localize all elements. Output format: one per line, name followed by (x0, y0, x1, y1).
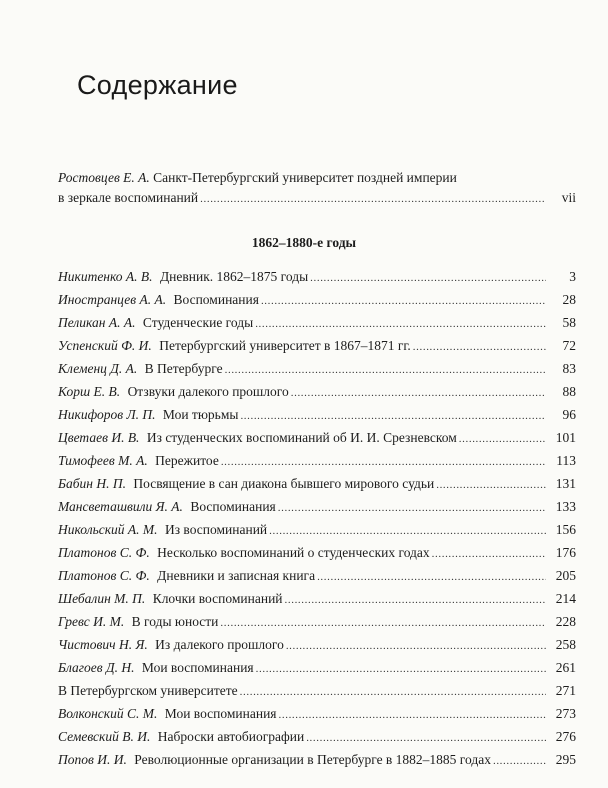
toc-entry-text (58, 453, 219, 469)
dot-leader (261, 295, 546, 307)
toc-entry-title: Воспоминания (173, 292, 259, 307)
toc-entry-author: Мансветашвили Я. А. (58, 499, 183, 514)
toc-entry-author: Гревс И. М. (58, 614, 125, 629)
toc-entry-author: Семевский В. И. (58, 729, 151, 744)
toc-entry-title: Из воспоминаний (164, 522, 268, 537)
dot-leader (413, 341, 546, 353)
dot-leader (225, 364, 546, 376)
toc-entry[interactable] (58, 476, 576, 499)
toc-entry-title: Мои тюрьмы (162, 407, 239, 422)
dot-leader (459, 433, 546, 445)
toc-entry-text (58, 430, 457, 446)
toc-entry-title: Революционные организации в Петербурге в 1882–1885 годах (134, 752, 491, 767)
toc-entry[interactable] (58, 683, 576, 706)
toc-entry-author: Никитенко А. В. (58, 269, 153, 284)
toc-entry-title: Студенческие годы (142, 315, 254, 330)
toc-entry-page: 214 (555, 591, 576, 606)
toc-entry-page: 295 (555, 752, 576, 767)
toc-entry-page: 101 (555, 430, 576, 445)
dot-leader (200, 189, 546, 209)
intro-entry-title-line1: Санкт-Петербургский университет поздней империи (153, 170, 457, 185)
toc-entry-text (58, 637, 284, 653)
dot-leader (493, 755, 546, 767)
toc-entry-text (58, 660, 254, 676)
toc-entry[interactable] (58, 292, 576, 315)
toc-entry[interactable] (58, 637, 576, 660)
toc-entry[interactable] (58, 430, 576, 453)
toc-entry[interactable] (58, 315, 576, 338)
toc-entry-author: Успенский Ф. И. (58, 338, 152, 353)
toc-entry-page: 273 (555, 706, 576, 721)
toc-entry-author: Тимофеев М. А. (58, 453, 148, 468)
toc-entry-page: 271 (555, 683, 576, 698)
toc-entry[interactable] (58, 545, 576, 568)
toc-entry-title: Мои воспоминания (164, 706, 277, 721)
toc-entry-page: 156 (555, 522, 576, 537)
toc-entry-page: 96 (562, 407, 576, 422)
toc-entry-text (58, 545, 430, 561)
toc-entry-page: 205 (555, 568, 576, 583)
intro-entry-title-line2: в зеркале воспоминаний (58, 190, 199, 205)
toc-entry-page: 72 (562, 338, 576, 353)
toc-entry-author: Пеликан А. А. (58, 315, 136, 330)
toc-entry-text (58, 361, 223, 377)
toc-entry-author: Корш Е. В. (58, 384, 121, 399)
toc-entry-author: Никольский А. М. (58, 522, 158, 537)
toc-entry-author: Никифоров Л. П. (58, 407, 156, 422)
intro-entry-author: Ростовцев Е. А. (58, 170, 150, 185)
toc-entry-text (58, 384, 289, 400)
toc-entry-text (58, 338, 411, 354)
toc-entry-title: Дневники и записная книга (157, 568, 316, 583)
toc-entry-page: 131 (555, 476, 576, 491)
toc-entry-title: Клочки воспоминаний (152, 591, 283, 606)
page-title: Содержание (77, 70, 238, 100)
toc-entry-text (58, 568, 315, 584)
toc-entry-author: Бабин Н. П. (58, 476, 126, 491)
dot-leader (278, 502, 546, 514)
toc-entry-page: 133 (555, 499, 576, 514)
dot-leader (432, 548, 546, 560)
toc-entry-title: Дневник. 1862–1875 годы (159, 269, 309, 284)
toc-entry-title: В годы юности (131, 614, 219, 629)
dot-leader (221, 456, 546, 468)
toc-entry-text (58, 292, 259, 308)
toc-entry[interactable] (58, 522, 576, 545)
toc-entry-title: Петербургский университет в 1867–1871 гг. (159, 338, 411, 353)
dot-leader (255, 318, 546, 330)
dot-leader (220, 617, 546, 629)
toc-entry-title: Пережитое (155, 453, 219, 468)
dot-leader (310, 272, 546, 284)
toc-entry-title: Мои воспоминания (141, 660, 254, 675)
toc-entry-title: Несколько воспоминаний о студенческих годах (157, 545, 430, 560)
intro-entry-page: vii (561, 190, 576, 205)
toc-entry-page: 276 (555, 729, 576, 744)
toc-entry[interactable] (58, 407, 576, 430)
toc-entry[interactable] (58, 706, 576, 729)
toc-entry-text (58, 315, 253, 331)
toc-entry-text (58, 407, 238, 423)
toc-entry-author: Клеменц Д. А. (58, 361, 138, 376)
toc-entry[interactable] (58, 752, 576, 775)
toc-entry-author: Иностранцев А. А. (58, 292, 167, 307)
toc-entry-author: Попов И. И. (58, 752, 127, 767)
toc-entry-page: 58 (562, 315, 576, 330)
toc-entry-text (58, 476, 434, 492)
toc-entry-author: Шебалин М. П. (58, 591, 146, 606)
toc-entry[interactable] (58, 338, 576, 361)
toc-entry-title: Из далекого прошлого (155, 637, 284, 652)
dot-leader (269, 525, 546, 537)
dot-leader (291, 387, 546, 399)
dot-leader (306, 732, 546, 744)
toc-entry-title: Воспоминания (190, 499, 276, 514)
toc-list (58, 269, 576, 775)
dot-leader (286, 640, 546, 652)
section-heading: 1862–1880-е годы (251, 235, 357, 250)
toc-entry-text (58, 752, 491, 768)
toc-entry[interactable] (58, 453, 576, 476)
intro-entry-line1 (58, 168, 576, 188)
toc-entry-title: Из студенческих воспоминаний об И. И. Срезневском (146, 430, 457, 445)
toc-entry-page: 176 (555, 545, 576, 560)
toc-entry[interactable] (58, 660, 576, 683)
dot-leader (240, 686, 546, 698)
intro-entry[interactable] (58, 168, 576, 208)
toc-entry[interactable] (58, 591, 576, 614)
toc-entry-text (58, 614, 218, 630)
toc-entry-author: Волконский С. М. (58, 706, 158, 721)
toc-entry-title: В Петербурге (144, 361, 223, 376)
dot-leader (436, 479, 546, 491)
toc-entry-author: Чистович Н. Я. (58, 637, 148, 652)
dot-leader (240, 410, 546, 422)
toc-entry-text (58, 269, 308, 285)
toc-entry-title: Посвящение в сан диакона бывшего мирового судьи (133, 476, 435, 491)
toc-entry[interactable] (58, 384, 576, 407)
toc-entry[interactable] (58, 361, 576, 384)
toc-entry[interactable] (58, 269, 576, 292)
toc-entry-author: Платонов С. Ф. (58, 568, 150, 583)
toc-entry-page: 3 (569, 269, 576, 284)
toc-entry-author: Платонов С. Ф. (58, 545, 150, 560)
toc-entry-title: Отзвуки далекого прошлого (127, 384, 289, 399)
toc-entry-author: Благоев Д. Н. (58, 660, 135, 675)
toc-entry-title: Наброски автобиографии (157, 729, 305, 744)
toc-entry[interactable] (58, 568, 576, 591)
dot-leader (279, 709, 546, 721)
toc-entry-text (58, 522, 267, 538)
toc-entry-text (58, 591, 283, 607)
dot-leader (285, 594, 546, 606)
intro-entry-line2 (58, 188, 576, 208)
toc-entry-title: В Петербургском университете (58, 683, 238, 698)
toc-entry-text (58, 729, 304, 745)
toc-entry-text (58, 683, 238, 699)
toc-entry-page: 28 (562, 292, 576, 307)
toc-entry-text (58, 499, 276, 515)
dot-leader (256, 663, 546, 675)
toc-entry-page: 228 (555, 614, 576, 629)
toc-entry-page: 83 (562, 361, 576, 376)
toc-entry[interactable] (58, 729, 576, 752)
toc-entry-author: Цветаев И. В. (58, 430, 140, 445)
toc-entry-text (58, 706, 277, 722)
dot-leader (317, 571, 546, 583)
toc-entry-page: 113 (556, 453, 576, 468)
toc-entry-page: 261 (555, 660, 576, 675)
toc-entry-page: 88 (562, 384, 576, 399)
toc-entry[interactable] (58, 499, 576, 522)
toc-entry[interactable] (58, 614, 576, 637)
toc-entry-page: 258 (555, 637, 576, 652)
